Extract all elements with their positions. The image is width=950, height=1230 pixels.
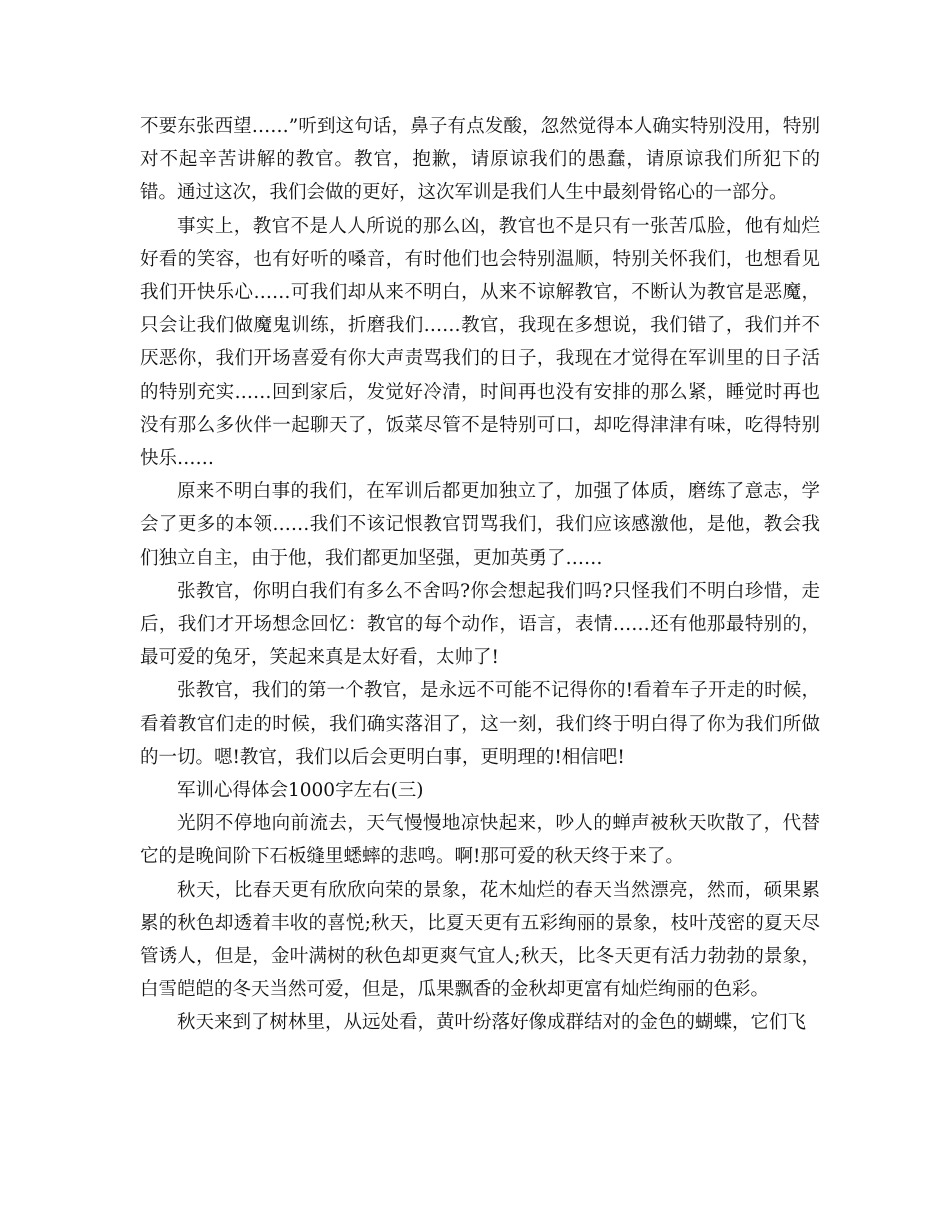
paragraph-2: 事实上，教官不是人人所说的那么凶，教官也不是只有一张苦瓜脸，他有灿烂好看的笑容，也有好听的嗓音，有时他们也会特别温顺，特别关怀我们，也想看见我们开快乐心……可我们却从来不明白，从来不谅解教官，不断认为教官是恶魔，只会让我们做魔鬼训练，折磨我们……教官，我现在多想说，我们错了，我们并不厌恶你，我们开场喜爱有你大声责骂我们的日子，我现在才觉得在军训里的日子活的特别充实……回到家后，发觉好冷清，时间再也没有安排的那么紧，睡觉时再也没有那么多伙伴一起聊天了，饭菜尽管不是特别可口，却吃得津津有味，吃得特别快乐…… — [140, 215, 820, 470]
paragraph-8: 秋天来到了树林里，从远处看，黄叶纷落好像成群结对的金色的蝴蝶，它们飞 — [177, 1012, 807, 1034]
paragraph-6: 光阴不停地向前流去，天气慢慢地凉快起来，吵人的蝉声被秋天吹散了，代替它的是晚间阶下石板缝里蟋蟀的悲鸣。啊!那可爱的秋天终于来了。 — [140, 813, 820, 868]
paragraph-4: 张教官，你明白我们有多么不舍吗?你会想起我们吗?只怪我们不明白珍惜，走后，我们才开场想念回忆：教官的每个动作，语言，表情……还有他那最特别的，最可爱的兔牙，笑起来真是太好看，太帅了! — [140, 580, 820, 669]
paragraph-7: 秋天，比春天更有欣欣向荣的景象，花木灿烂的春天当然漂亮，然而，硕果累累的秋色却透着丰收的喜悦;秋天，比夏天更有五彩绚丽的景象，枝叶茂密的夏天尽管诱人，但是，金叶满树的秋色却更爽气宜人;秋天，比冬天更有活力勃勃的景象，白雪皑皑的冬天当然可爱，但是，瓜果飘香的金秋却更富有灿烂绚丽的色彩。 — [140, 879, 820, 1001]
paragraph-1: 不要东张西望……”听到这句话，鼻子有点发酸，忽然觉得本人确实特别没用，特别对不起辛苦讲解的教官。教官，抱歉，请原谅我们的愚蠢，请原谅我们所犯下的错。通过这次，我们会做的更好，这次军训是我们人生中最刻骨铭心的一部分。 — [140, 116, 820, 204]
paragraph-5: 张教官，我们的第一个教官，是永远不可能不记得你的!看着车子开走的时候，看着教官们走的时候，我们确实落泪了，这一刻，我们终于明白得了你为我们所做的一切。嗯!教官，我们以后会更明白事，更明理的!相信吧! — [140, 680, 820, 768]
section-heading: 军训心得体会1000字左右(三) — [177, 780, 424, 802]
body-text — [140, 110, 820, 1040]
paragraph-3: 原来不明白事的我们，在军训后都更加独立了，加强了体质，磨练了意志，学会了更多的本领……我们不该记恨教官罚骂我们，我们应该感激他，是他，教会我们独立自主，由于他，我们都更加坚强，更加英勇了…… — [140, 481, 820, 569]
